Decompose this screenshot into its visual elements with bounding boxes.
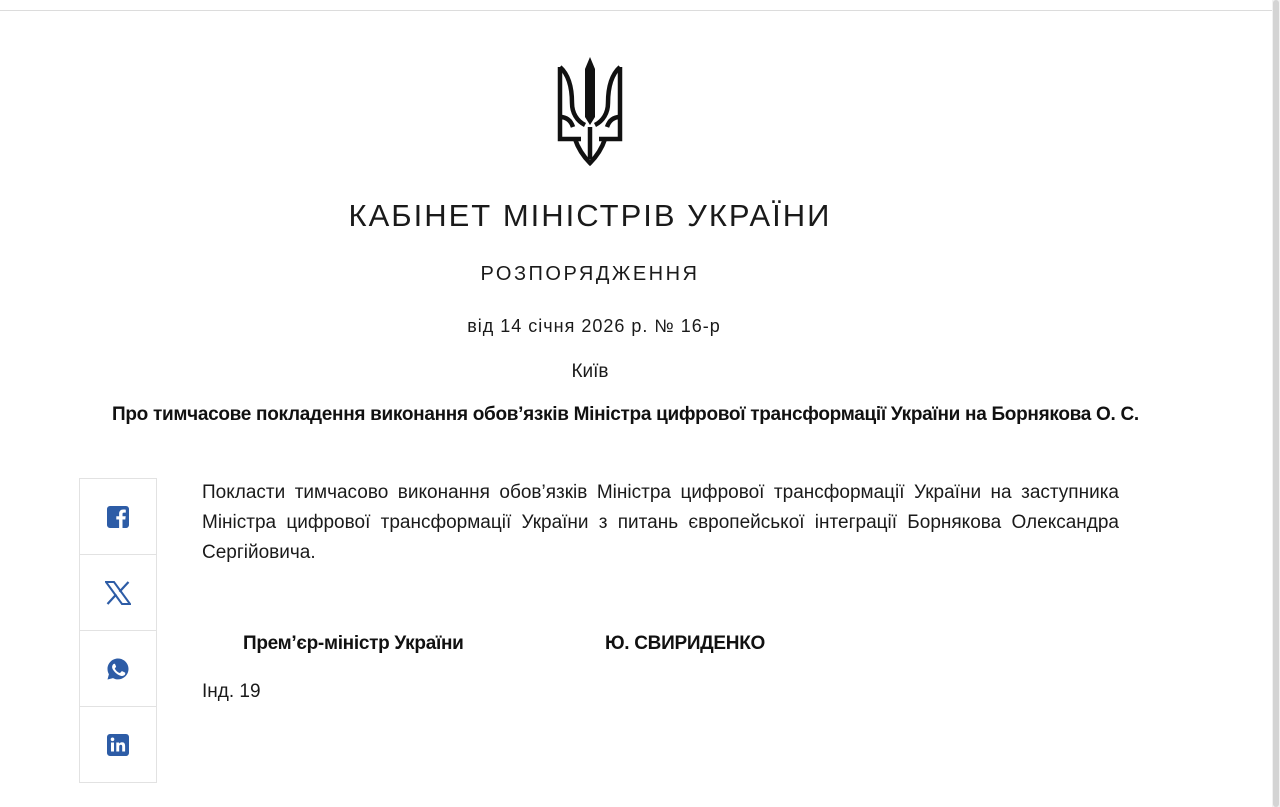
document-type: РОЗПОРЯДЖЕННЯ xyxy=(480,263,700,285)
share-x-button[interactable] xyxy=(80,555,156,631)
organization-title: КАБІНЕТ МІНІСТРІВ УКРАЇНИ xyxy=(348,198,832,233)
signatory-position: Прем’єр-міністр України xyxy=(243,633,464,654)
signatory-name: Ю. СВИРИДЕНКО xyxy=(605,633,765,654)
share-whatsapp-button[interactable] xyxy=(80,631,156,707)
document-date-number: від 14 січня 2026 р. № 16-р xyxy=(467,316,721,336)
coat-of-arms-emblem xyxy=(555,55,625,167)
scrollbar-track[interactable] xyxy=(1272,0,1280,807)
share-facebook-button[interactable] xyxy=(80,479,156,555)
document-heading: Про тимчасове покладення виконання обов’язків Міністра цифрової трансформації України на Борнякова О. С. xyxy=(112,404,1139,425)
document-body-text: Покласти тимчасово виконання обов’язків Міністра цифрової трансформації України на заступника Міністра цифрової трансформації України з питань європейської інтеграції Борнякова Олександра Сергійовича. xyxy=(202,482,1119,563)
linkedin-icon xyxy=(106,733,130,757)
facebook-icon xyxy=(106,505,130,529)
document-city: Київ xyxy=(571,361,609,382)
document-index: Інд. 19 xyxy=(202,681,261,702)
scrollbar-thumb[interactable] xyxy=(1273,0,1279,807)
share-linkedin-button[interactable] xyxy=(80,707,156,782)
whatsapp-icon xyxy=(106,657,130,681)
share-panel xyxy=(79,478,157,783)
x-icon xyxy=(105,581,131,605)
top-divider xyxy=(0,10,1272,11)
